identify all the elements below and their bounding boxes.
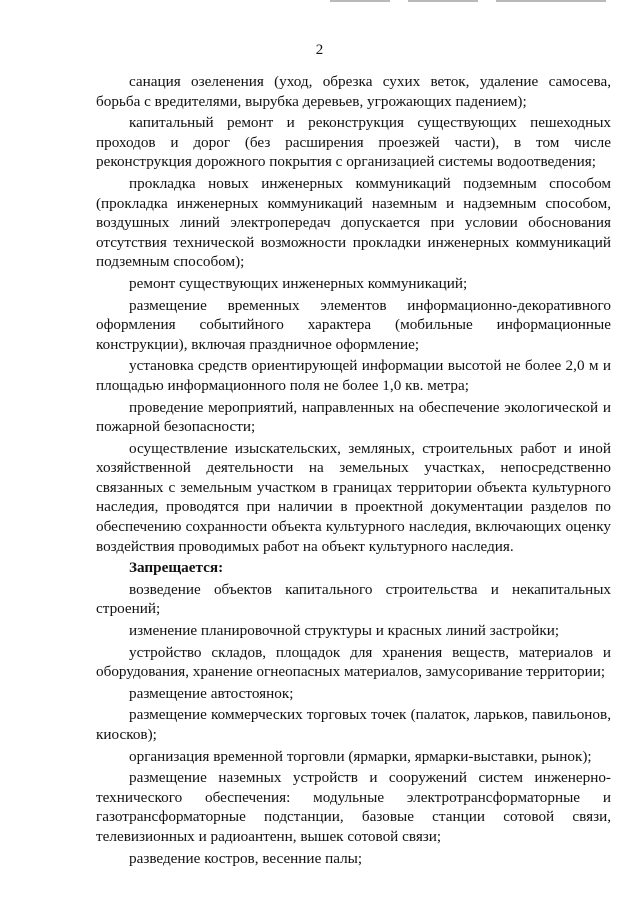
paragraph-capital-construction: возведение объектов капитального строительства и некапитальных строений; xyxy=(96,580,611,618)
paragraph-decorative-elements: размещение временных элементов информационно-декоративного оформления событийного характера (мобильные информационные конструкции), включая праздничное оформление; xyxy=(96,296,611,353)
paragraph-utilities-laying: прокладка новых инженерных коммуникаций подземным способом (прокладка инженерных коммуникаций наземным и надземным способом, воздушных линий электропередач допускается при условии обоснования отсутствия технической возможности прокладки инженерных коммуникаций подземным способом); xyxy=(96,174,611,271)
scan-edge-marks xyxy=(330,0,620,3)
scan-mark xyxy=(408,0,478,2)
paragraph-warehouses: устройство складов, площадок для хранения веществ, материалов и оборудования, хранение огнеопасных материалов, замусоривание территории; xyxy=(96,643,611,681)
scan-mark xyxy=(330,0,390,2)
scan-mark xyxy=(496,0,606,2)
paragraph-utilities-repair: ремонт существующих инженерных коммуникаций; xyxy=(129,274,468,292)
paragraph-orientation-signs: установка средств ориентирующей информации высотой не более 2,0 м и площадью информационного поля не более 1,0 кв. метра; xyxy=(96,357,611,394)
paragraph-temporary-trade: организация временной торговли (ярмарки, ярмарки-выставки, рынок); xyxy=(129,747,592,765)
page-number: 2 xyxy=(315,42,324,58)
paragraph-bonfires: разведение костров, весенние палы; xyxy=(129,849,363,867)
paragraph-safety-measures: проведение мероприятий, направленных на обеспечение экологической и пожарной безопасности; xyxy=(96,398,611,436)
paragraph-planning-structure: изменение планировочной структуры и красных линий застройки; xyxy=(129,622,560,640)
section-heading-prohibited: Запрещается: xyxy=(129,559,224,577)
paragraph-trade-points: размещение коммерческих торговых точек (палаток, ларьков, павильонов, киосков); xyxy=(96,706,611,743)
document-body xyxy=(96,72,611,868)
paragraph-road-repair: капитальный ремонт и реконструкция существующих пешеходных проходов и дорог (без расширения проезжей части), в том числе реконструкция дорожного покрытия с организацией системы водоотведения; xyxy=(96,114,611,171)
paragraph-survey-works: осуществление изыскательских, земляных, строительных работ и иной хозяйственной деятельности на земельных участках, непосредственно связанных с земельным участком в границах территории объекта культурного наследия, проводятся при наличии в проектной документации разделов по обеспечению сохранности объекта культурного наследия, включающих оценку воздействия проводимых работ на объект культурного наследия. xyxy=(96,439,611,555)
paragraph-greening: санация озеленения (уход, обрезка сухих веток, удаление самосева, борьба с вредителями, вырубка деревьев, угрожающих падением); xyxy=(96,73,611,110)
paragraph-parking: размещение автостоянок; xyxy=(129,684,294,702)
paragraph-engineering-structures: размещение наземных устройств и сооружений систем инженерно-технического обеспечения: модульные электротрансформаторные и газотрансформаторные подстанции, базовые станции сотовой связи, телевизионных и радиоантенн, вышек сотовой связи; xyxy=(96,769,611,845)
